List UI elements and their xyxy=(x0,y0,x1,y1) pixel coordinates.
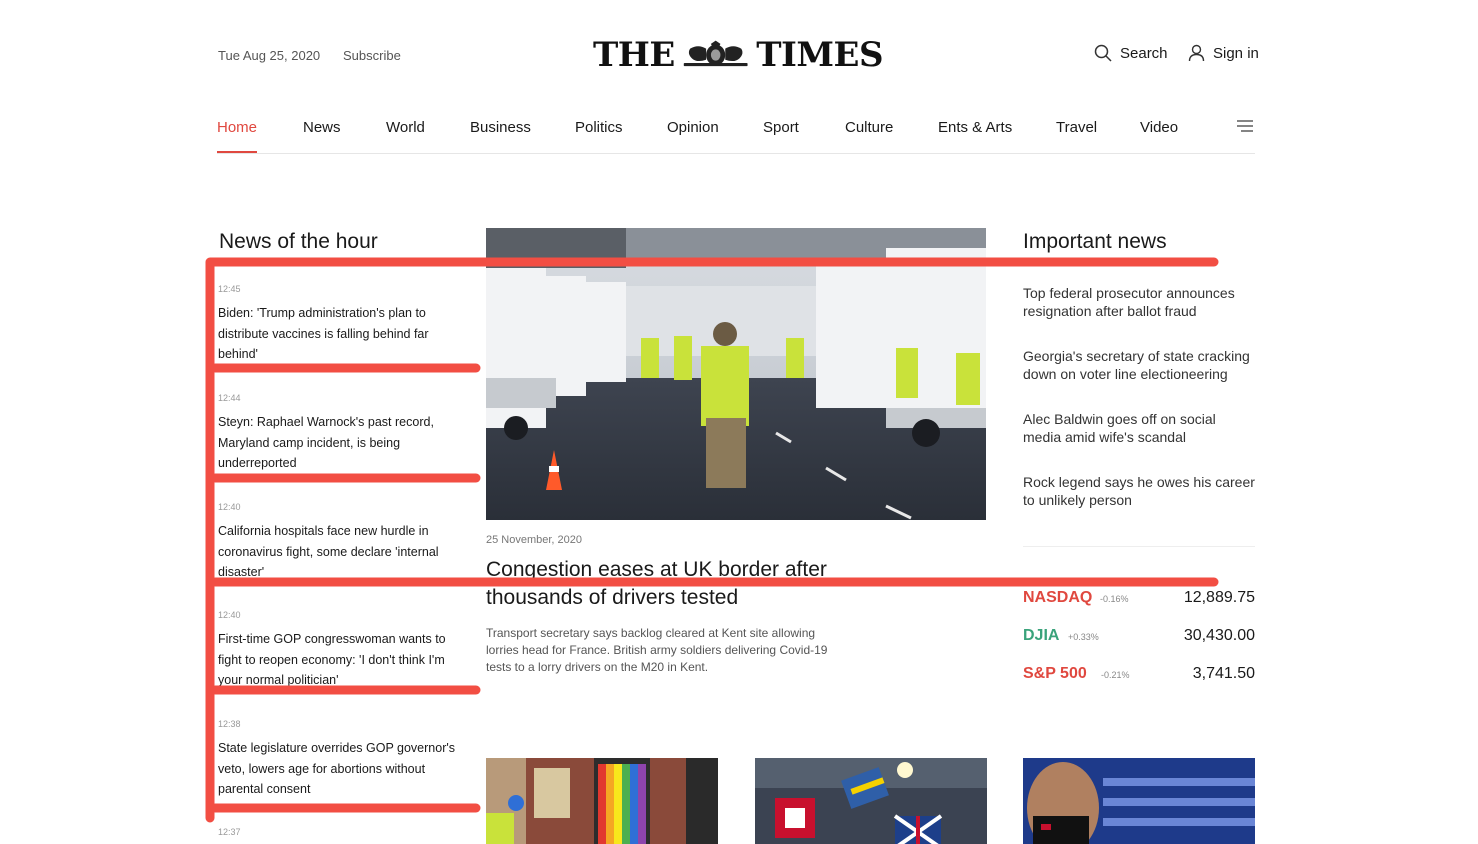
list-item[interactable] xyxy=(218,719,463,800)
nav-opinion[interactable]: Opinion xyxy=(667,119,719,136)
ticker-name: DJIA xyxy=(1023,627,1060,644)
item-time: 12:40 xyxy=(218,502,241,512)
hamburger-menu-icon[interactable] xyxy=(1237,120,1253,132)
nav-news[interactable]: News xyxy=(303,119,341,136)
sign-in-label: Sign in xyxy=(1213,44,1259,62)
hero-image[interactable] xyxy=(486,228,986,520)
item-headline[interactable]: Biden: 'Trump administration's plan to distribute vaccines is falling behind far behind' xyxy=(218,306,429,361)
hero-headline[interactable]: Congestion eases at UK border after thousands of drivers tested xyxy=(486,558,827,609)
story-thumbnail-3[interactable] xyxy=(1023,758,1255,844)
list-item[interactable]: Georgia's secretary of state cracking down on voter line electioneering xyxy=(1023,348,1250,382)
nav-world[interactable]: World xyxy=(386,119,425,136)
crest-icon xyxy=(679,37,752,73)
ticker-change: -0.21% xyxy=(1101,670,1130,680)
story-thumbnail-1[interactable] xyxy=(486,758,718,844)
nav-business[interactable]: Business xyxy=(470,119,531,136)
nav-video[interactable]: Video xyxy=(1140,119,1179,136)
ticker-value: 30,430.00 xyxy=(1183,627,1255,644)
item-time: 12:45 xyxy=(218,284,241,294)
search-button[interactable] xyxy=(1094,44,1168,62)
section-divider xyxy=(1023,546,1255,547)
thumbnail-photo xyxy=(755,758,987,844)
thumbnail-photo xyxy=(486,758,718,844)
site-logo[interactable] xyxy=(593,34,883,76)
hero-date: 25 November, 2020 xyxy=(486,534,583,546)
story-thumbnail-2[interactable] xyxy=(755,758,987,844)
list-item[interactable] xyxy=(218,393,463,474)
list-item[interactable]: Rock legend says he owes his career to unlikely person xyxy=(1023,474,1255,508)
market-ticker-djia[interactable] xyxy=(1023,627,1255,651)
item-headline[interactable]: State legislature overrides GOP governor's veto, lowers age for abortions without parental consent xyxy=(218,741,455,796)
list-item[interactable]: Alec Baldwin goes off on social media amid wife's scandal xyxy=(1023,411,1216,445)
logo-word-right: TIMES xyxy=(756,35,883,75)
logo-word-left: THE xyxy=(593,35,675,75)
top-bar xyxy=(0,0,1478,110)
ticker-value: 12,889.75 xyxy=(1183,589,1255,606)
ticker-name: NASDAQ xyxy=(1023,589,1093,606)
list-item[interactable] xyxy=(218,284,463,365)
sign-in-button[interactable] xyxy=(1188,44,1259,62)
nav-sport[interactable]: Sport xyxy=(763,119,799,136)
search-label: Search xyxy=(1120,44,1168,62)
ticker-name: S&P 500 xyxy=(1023,665,1087,682)
market-ticker-nasdaq[interactable] xyxy=(1023,589,1255,613)
list-item[interactable]: Top federal prosecutor announces resignation after ballot fraud xyxy=(1023,285,1235,319)
current-date: Tue Aug 25, 2020 xyxy=(218,48,321,63)
main-navigation xyxy=(217,110,1255,154)
list-item[interactable] xyxy=(218,502,463,583)
list-item[interactable] xyxy=(218,827,463,844)
nav-home[interactable]: Home xyxy=(217,119,257,153)
item-headline[interactable]: California hospitals face new hurdle in coronavirus fight, some declare 'internal disaster' xyxy=(218,524,439,579)
ticker-change: +0.33% xyxy=(1068,632,1099,642)
hero-photo xyxy=(486,228,986,520)
nav-ents-arts[interactable]: Ents & Arts xyxy=(938,119,1013,136)
news-of-the-hour-title: News of the hour xyxy=(219,230,378,253)
ticker-change: -0.16% xyxy=(1100,594,1129,604)
item-headline[interactable]: Steyn: Raphael Warnock's past record, Maryland camp incident, is being underreported xyxy=(218,415,434,470)
hero-summary: Transport secretary says backlog cleared at Kent site allowing lorries head for France. British army soldiers delivering Covid-19 tests to a lorry drivers on the M20 in Kent. xyxy=(486,626,828,674)
item-time: 12:44 xyxy=(218,393,241,403)
item-time: 12:38 xyxy=(218,719,241,729)
nav-culture[interactable]: Culture xyxy=(845,119,894,136)
item-time: 12:37 xyxy=(218,827,241,837)
nav-travel[interactable]: Travel xyxy=(1056,119,1098,136)
search-icon xyxy=(1094,44,1112,62)
subscribe-link[interactable]: Subscribe xyxy=(343,48,401,63)
nav-politics[interactable]: Politics xyxy=(575,119,623,136)
item-headline[interactable]: First-time GOP congresswoman wants to fight to reopen economy: 'I don't think I'm your normal politician' xyxy=(218,632,446,687)
user-icon xyxy=(1188,44,1205,62)
market-ticker-sp500[interactable] xyxy=(1023,665,1255,689)
important-news-title: Important news xyxy=(1023,230,1167,253)
ticker-value: 3,741.50 xyxy=(1192,665,1255,682)
item-time: 12:40 xyxy=(218,610,241,620)
thumbnail-photo xyxy=(1023,758,1255,844)
list-item[interactable] xyxy=(218,610,463,691)
